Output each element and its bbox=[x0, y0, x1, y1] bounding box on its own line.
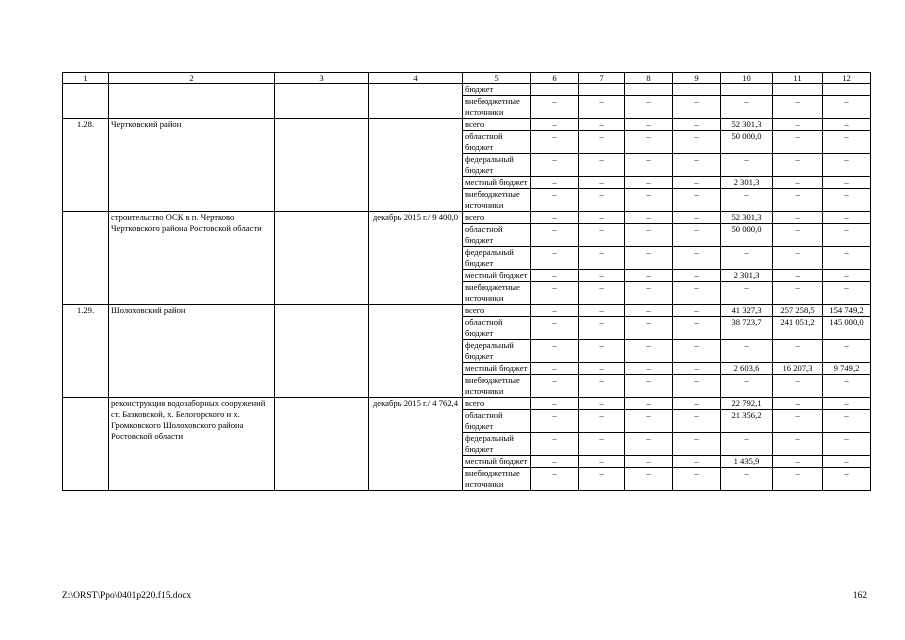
column-header: 3 bbox=[275, 73, 369, 84]
value-cell: – bbox=[625, 154, 673, 177]
column-header: 7 bbox=[579, 73, 625, 84]
funding-source-cell: областной бюджет bbox=[463, 131, 531, 154]
value-cell: – bbox=[625, 317, 673, 340]
funding-source-cell: внебюджетные источники bbox=[463, 468, 531, 491]
value-cell: – bbox=[773, 270, 823, 282]
value-cell: – bbox=[721, 375, 773, 398]
value-cell bbox=[579, 84, 625, 96]
value-cell: – bbox=[625, 398, 673, 410]
value-cell: – bbox=[625, 224, 673, 247]
value-cell: – bbox=[531, 410, 579, 433]
table-row bbox=[63, 84, 871, 96]
funding-source-cell: внебюджетные источники bbox=[463, 282, 531, 305]
funding-source-cell: бюджет bbox=[463, 84, 531, 96]
value-cell: – bbox=[773, 154, 823, 177]
item-name-cell: Чертковский район bbox=[109, 119, 275, 212]
value-cell: – bbox=[673, 119, 721, 131]
item-number-cell bbox=[63, 398, 109, 491]
item-number-cell: 1.28. bbox=[63, 119, 109, 212]
value-cell: 52 301,3 bbox=[721, 212, 773, 224]
value-cell: – bbox=[773, 119, 823, 131]
value-cell: – bbox=[531, 270, 579, 282]
value-cell: – bbox=[773, 131, 823, 154]
column3-cell bbox=[275, 212, 369, 305]
funding-source-cell: всего bbox=[463, 398, 531, 410]
value-cell: 2 301,3 bbox=[721, 177, 773, 189]
value-cell: – bbox=[579, 119, 625, 131]
column3-cell bbox=[275, 398, 369, 491]
value-cell: – bbox=[721, 189, 773, 212]
value-cell: 154 749,2 bbox=[823, 305, 871, 317]
footer-file-path: Z:\ORST\Ppo\0401p220.f15.docx bbox=[62, 591, 192, 601]
value-cell: – bbox=[579, 398, 625, 410]
value-cell: – bbox=[823, 224, 871, 247]
value-cell: – bbox=[625, 131, 673, 154]
funding-source-cell: внебюджетные источники bbox=[463, 375, 531, 398]
value-cell: – bbox=[823, 410, 871, 433]
item-name-cell: Шолоховский район bbox=[109, 305, 275, 398]
value-cell: – bbox=[673, 433, 721, 456]
value-cell: – bbox=[773, 282, 823, 305]
column-header: 11 bbox=[773, 73, 823, 84]
value-cell: – bbox=[823, 247, 871, 270]
value-cell bbox=[625, 84, 673, 96]
value-cell: – bbox=[773, 247, 823, 270]
value-cell: – bbox=[625, 247, 673, 270]
value-cell: – bbox=[773, 468, 823, 491]
value-cell: – bbox=[531, 177, 579, 189]
value-cell: – bbox=[673, 247, 721, 270]
value-cell: 22 792,1 bbox=[721, 398, 773, 410]
value-cell: – bbox=[531, 212, 579, 224]
funding-source-cell: всего bbox=[463, 305, 531, 317]
budget-table bbox=[62, 72, 871, 491]
value-cell: – bbox=[673, 189, 721, 212]
completion-date-cell bbox=[369, 84, 463, 119]
funding-source-cell: внебюджетные источники bbox=[463, 96, 531, 119]
value-cell: – bbox=[823, 177, 871, 189]
funding-source-cell: федеральный бюджет bbox=[463, 340, 531, 363]
value-cell: – bbox=[579, 224, 625, 247]
value-cell: – bbox=[823, 270, 871, 282]
value-cell: – bbox=[531, 154, 579, 177]
value-cell: – bbox=[823, 131, 871, 154]
value-cell: – bbox=[579, 212, 625, 224]
value-cell: – bbox=[531, 363, 579, 375]
value-cell bbox=[721, 84, 773, 96]
column-header-row bbox=[63, 73, 871, 84]
value-cell bbox=[531, 84, 579, 96]
value-cell: – bbox=[531, 375, 579, 398]
value-cell: – bbox=[721, 282, 773, 305]
funding-source-cell: внебюджетные источники bbox=[463, 189, 531, 212]
value-cell: – bbox=[823, 340, 871, 363]
value-cell: – bbox=[579, 410, 625, 433]
footer-page-number: 162 bbox=[852, 591, 867, 601]
value-cell: – bbox=[673, 212, 721, 224]
funding-source-cell: федеральный бюджет bbox=[463, 247, 531, 270]
value-cell: – bbox=[579, 282, 625, 305]
value-cell bbox=[673, 84, 721, 96]
value-cell: – bbox=[721, 433, 773, 456]
funding-source-cell: местный бюджет bbox=[463, 363, 531, 375]
column-header: 8 bbox=[625, 73, 673, 84]
value-cell: – bbox=[531, 317, 579, 340]
value-cell: – bbox=[823, 375, 871, 398]
value-cell: – bbox=[823, 468, 871, 491]
table-row bbox=[63, 119, 871, 131]
column-header: 10 bbox=[721, 73, 773, 84]
item-number-cell bbox=[63, 84, 109, 119]
funding-source-cell: областной бюджет bbox=[463, 317, 531, 340]
value-cell: – bbox=[531, 456, 579, 468]
column-header: 12 bbox=[823, 73, 871, 84]
completion-date-cell: декабрь 2015 г./ 9 400,0 bbox=[369, 212, 463, 305]
column3-cell bbox=[275, 119, 369, 212]
value-cell: – bbox=[823, 282, 871, 305]
value-cell: – bbox=[625, 282, 673, 305]
value-cell: 38 723,7 bbox=[721, 317, 773, 340]
value-cell: – bbox=[673, 340, 721, 363]
value-cell: – bbox=[773, 398, 823, 410]
value-cell: 9 749,2 bbox=[823, 363, 871, 375]
value-cell: – bbox=[721, 340, 773, 363]
value-cell: – bbox=[579, 375, 625, 398]
value-cell: – bbox=[579, 456, 625, 468]
value-cell: – bbox=[531, 398, 579, 410]
value-cell: – bbox=[721, 247, 773, 270]
value-cell: – bbox=[625, 177, 673, 189]
value-cell: – bbox=[823, 96, 871, 119]
value-cell: – bbox=[531, 131, 579, 154]
value-cell: – bbox=[673, 375, 721, 398]
value-cell: – bbox=[773, 96, 823, 119]
value-cell: – bbox=[625, 340, 673, 363]
value-cell: 50 000,0 bbox=[721, 224, 773, 247]
value-cell: – bbox=[823, 433, 871, 456]
value-cell: – bbox=[823, 398, 871, 410]
value-cell: – bbox=[673, 468, 721, 491]
value-cell: – bbox=[823, 154, 871, 177]
value-cell: – bbox=[625, 119, 673, 131]
value-cell: 241 051,2 bbox=[773, 317, 823, 340]
value-cell: 257 258,5 bbox=[773, 305, 823, 317]
value-cell: – bbox=[531, 119, 579, 131]
value-cell: 21 356,2 bbox=[721, 410, 773, 433]
table-body bbox=[63, 73, 871, 491]
table-row bbox=[63, 305, 871, 317]
value-cell: – bbox=[625, 468, 673, 491]
value-cell: – bbox=[773, 340, 823, 363]
value-cell: 16 207,3 bbox=[773, 363, 823, 375]
value-cell: – bbox=[773, 177, 823, 189]
value-cell: – bbox=[823, 456, 871, 468]
value-cell: 2 301,3 bbox=[721, 270, 773, 282]
column-header: 6 bbox=[531, 73, 579, 84]
value-cell: – bbox=[579, 340, 625, 363]
item-name-cell bbox=[109, 84, 275, 119]
value-cell: – bbox=[531, 96, 579, 119]
item-number-cell bbox=[63, 212, 109, 305]
value-cell: – bbox=[823, 119, 871, 131]
value-cell: – bbox=[823, 189, 871, 212]
item-name-cell: реконструкция водозаборных сооружений ст. Базковской, х. Белогорского и х. Громковского Шолоховского района Ростовской области bbox=[109, 398, 275, 491]
value-cell: – bbox=[579, 96, 625, 119]
value-cell: – bbox=[773, 224, 823, 247]
value-cell: – bbox=[773, 433, 823, 456]
value-cell: – bbox=[673, 410, 721, 433]
value-cell: – bbox=[579, 363, 625, 375]
funding-source-cell: всего bbox=[463, 119, 531, 131]
value-cell: – bbox=[673, 456, 721, 468]
value-cell: – bbox=[773, 212, 823, 224]
value-cell: – bbox=[579, 189, 625, 212]
value-cell: – bbox=[579, 433, 625, 456]
value-cell: – bbox=[773, 456, 823, 468]
completion-date-cell bbox=[369, 119, 463, 212]
value-cell: – bbox=[673, 317, 721, 340]
value-cell: 2 603,6 bbox=[721, 363, 773, 375]
value-cell: – bbox=[673, 282, 721, 305]
completion-date-cell: декабрь 2015 г./ 4 762,4 bbox=[369, 398, 463, 491]
value-cell bbox=[773, 84, 823, 96]
value-cell: 52 301,3 bbox=[721, 119, 773, 131]
value-cell: – bbox=[721, 96, 773, 119]
value-cell: – bbox=[625, 96, 673, 119]
value-cell: – bbox=[673, 398, 721, 410]
value-cell: – bbox=[773, 410, 823, 433]
value-cell: – bbox=[673, 363, 721, 375]
value-cell: – bbox=[721, 154, 773, 177]
column-header: 4 bbox=[369, 73, 463, 84]
value-cell: – bbox=[673, 154, 721, 177]
value-cell: – bbox=[625, 189, 673, 212]
funding-source-cell: местный бюджет bbox=[463, 270, 531, 282]
value-cell: – bbox=[625, 433, 673, 456]
funding-source-cell: местный бюджет bbox=[463, 456, 531, 468]
item-number-cell: 1.29. bbox=[63, 305, 109, 398]
value-cell: – bbox=[579, 305, 625, 317]
column3-cell bbox=[275, 84, 369, 119]
table-row bbox=[63, 212, 871, 224]
column-header: 5 bbox=[463, 73, 531, 84]
value-cell: – bbox=[673, 305, 721, 317]
column-header: 2 bbox=[109, 73, 275, 84]
value-cell: – bbox=[579, 317, 625, 340]
value-cell: – bbox=[673, 131, 721, 154]
value-cell: – bbox=[625, 363, 673, 375]
value-cell: – bbox=[625, 305, 673, 317]
item-name-cell: строительство ОСК в п. Чертково Чертковского района Ростовской области bbox=[109, 212, 275, 305]
value-cell: 145 000,0 bbox=[823, 317, 871, 340]
funding-source-cell: местный бюджет bbox=[463, 177, 531, 189]
value-cell: – bbox=[579, 177, 625, 189]
value-cell: – bbox=[625, 270, 673, 282]
value-cell: – bbox=[625, 212, 673, 224]
funding-source-cell: федеральный бюджет bbox=[463, 433, 531, 456]
value-cell: – bbox=[579, 270, 625, 282]
value-cell: – bbox=[625, 375, 673, 398]
column-header: 1 bbox=[63, 73, 109, 84]
value-cell: – bbox=[531, 282, 579, 305]
value-cell: 1 435,9 bbox=[721, 456, 773, 468]
value-cell: – bbox=[579, 131, 625, 154]
value-cell: – bbox=[673, 177, 721, 189]
value-cell: – bbox=[721, 468, 773, 491]
value-cell: – bbox=[531, 340, 579, 363]
column-header: 9 bbox=[673, 73, 721, 84]
value-cell: – bbox=[673, 270, 721, 282]
column3-cell bbox=[275, 305, 369, 398]
value-cell: – bbox=[531, 468, 579, 491]
value-cell: – bbox=[531, 224, 579, 247]
value-cell: 50 000,0 bbox=[721, 131, 773, 154]
value-cell: – bbox=[773, 189, 823, 212]
value-cell: – bbox=[579, 154, 625, 177]
funding-source-cell: областной бюджет bbox=[463, 224, 531, 247]
value-cell: – bbox=[673, 96, 721, 119]
value-cell: – bbox=[673, 224, 721, 247]
funding-source-cell: всего bbox=[463, 212, 531, 224]
funding-source-cell: областной бюджет bbox=[463, 410, 531, 433]
value-cell: – bbox=[625, 410, 673, 433]
value-cell: – bbox=[531, 305, 579, 317]
table-row bbox=[63, 398, 871, 410]
value-cell: – bbox=[773, 375, 823, 398]
value-cell: – bbox=[579, 468, 625, 491]
value-cell: – bbox=[625, 456, 673, 468]
value-cell: – bbox=[531, 247, 579, 270]
value-cell: – bbox=[531, 433, 579, 456]
value-cell bbox=[823, 84, 871, 96]
completion-date-cell bbox=[369, 305, 463, 398]
value-cell: – bbox=[579, 247, 625, 270]
value-cell: 41 327,3 bbox=[721, 305, 773, 317]
value-cell: – bbox=[823, 212, 871, 224]
funding-source-cell: федеральный бюджет bbox=[463, 154, 531, 177]
value-cell: – bbox=[531, 189, 579, 212]
